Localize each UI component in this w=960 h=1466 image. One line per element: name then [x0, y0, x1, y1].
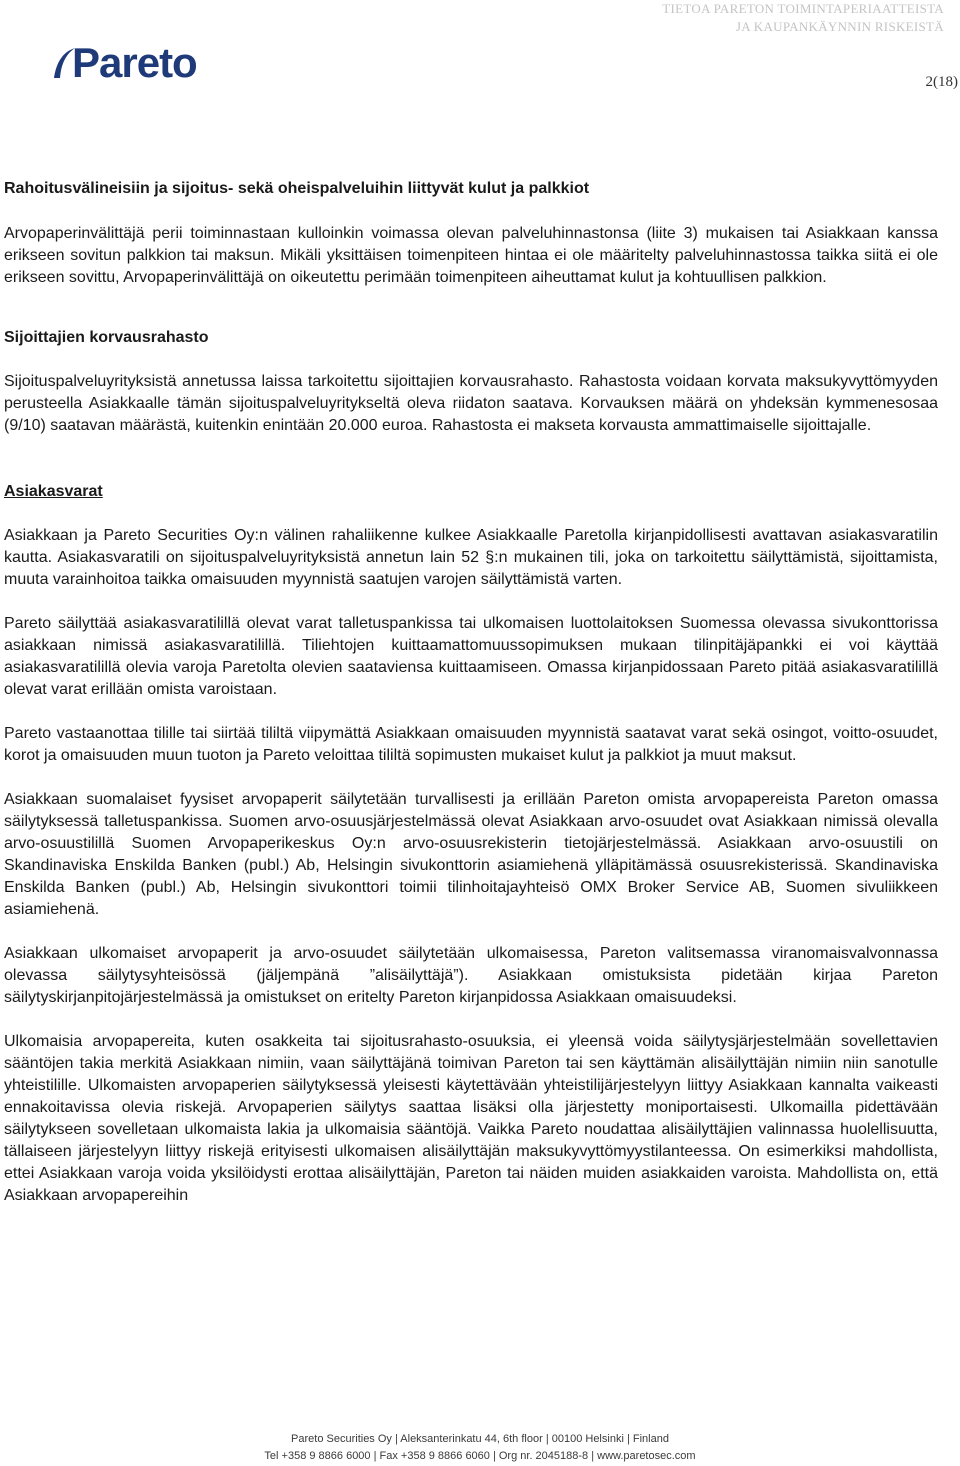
- paragraph-compensation-fund: Sijoituspalveluyrityksistä annetussa laissa tarkoitettu sijoittajien korvausrahasto. Rahastosta voidaan korvata maksukyvyttömyyden perusteella Asiakkaalle tämän sijoituspalveluyritykseltä oleva riidaton saatava. Korvauksen määrä on yhdeksän kymmenesosaa (9/10) saatavan määrästä, kuitenkin enintään 20.000 euroa. Rahastosta ei makseta korvausta ammattimaiselle sijoittajalle.: [4, 373, 938, 434]
- paragraph-transfers: Pareto vastaanottaa tilille tai siirtää tililtä viipymättä Asiakkaan omaisuuden myynnistä saatavat varat sekä osingot, voitto-osuudet, korot ja omaisuuden muun tuoton ja Pareto veloittaa tililtä sopimusten mukaiset kulut ja palkkiot ja muut maksut.: [4, 725, 938, 764]
- page-number: 2(18): [925, 74, 958, 90]
- document-header: [662, 0, 944, 36]
- header-title-line-2: JA KAUPANKÄYNNIN RISKEISTÄ: [735, 19, 944, 34]
- header-title-line-1: TIETOA PARETON TOIMINTAPERIAATTEISTA: [662, 1, 944, 16]
- footer-address: Pareto Securities Oy | Aleksanterinkatu 44, 6th floor | 00100 Helsinki | Finland: [291, 1433, 669, 1445]
- pareto-logo: [50, 38, 197, 88]
- document-footer: [0, 1431, 960, 1465]
- document-body: [4, 178, 938, 1207]
- paragraph-domestic-securities: Asiakkaan suomalaiset fyysiset arvopaperit säilytetään turvallisesti ja erillään Pareton omista arvopapereista Pareton omassa säilytyksessä talletuspankissa. Suomen arvo-osuusjärjestelmässä olevat Asiakkaan arvo-osuudet ovat Asiakkaan nimissä olevalla arvo-osuustilillä Suomen Arvopaperikeskus Oy:n arvo-osuusrekisterin tietojärjestelmässä. Asiakkaan arvo-osuustili on Skandinaviska Enskilda Banken (publ.) Ab, Helsingin sivukonttorin asiamiehenä ylläpitämässä osuusrekisterissä. Skandinaviska Enskilda Banken (publ.) Ab, Helsingin sivukonttori toimii tilinhoitajayhteisö OMX Broker Service AB, Suomen sivuliikkeen asiamiehenä.: [4, 791, 938, 918]
- paragraph-foreign-securities: Asiakkaan ulkomaiset arvopaperit ja arvo-osuudet säilytetään ulkomaisessa, Pareton valitsemassa viranomaisvalvonnassa olevassa säilytysyhteisössä (jäljempänä ”alisäilyttäjä”). Asiakkaan omistuksista pidetään kirjaa Pareton säilytyskirjanpitojärjestelmässä ja omistukset on eritelty Pareton kirjanpidossa Asiakkaan omaisuudeksi.: [4, 945, 938, 1006]
- heading-investor-compensation-fund: Sijoittajien korvausrahasto: [4, 329, 209, 346]
- heading-client-assets: Asiakasvarat: [4, 483, 103, 500]
- paragraph-client-account: Asiakkaan ja Pareto Securities Oy:n välinen rahaliikenne kulkee Asiakkaalle Paretolla kirjanpidollisesti avattavan asiakasvaratilin kautta. Asiakasvaratili on sijoituspalveluyrityksistä annetun lain 52 §:n mukainen tili, joka on tarkoitettu säilyttämistä, sijoittamista, muuta varainhoitoa taikka omaisuuden myynnistä saatujen varojen säilyttämistä varten.: [4, 527, 938, 588]
- logo-text: Pareto: [72, 39, 197, 86]
- heading-fees: Rahoitusvälineisiin ja sijoitus- sekä oheispalveluihin liittyvät kulut ja palkkiot: [4, 180, 590, 197]
- paragraph-fees: Arvopaperinvälittäjä perii toiminnastaan kulloinkin voimassa olevan palveluhinnastonsa (liite 3) mukaisen tai Asiakkaan kanssa erikseen sovitun palkkion tai maksun. Mikäli yksittäisen toimenpiteen hintaa ei ole määritelty palveluhinnastossa taikka siitä ei ole erikseen sovittu, Arvopaperinvälittäjä on oikeutettu perimään toimenpiteen aiheuttamat kulut ja kohtuullisen palkkion.: [4, 225, 938, 286]
- paragraph-deposit-bank: Pareto säilyttää asiakasvaratilillä olevat varat talletuspankissa tai ulkomaisen luottolaitoksen Suomessa olevassa sivukonttorissa asiakkaan nimissä asiakasvaratilillä. Tiliehtojen kuittaamattomuussopimuksen mukaan tilinpitäjäpankki ei voi käyttää asiakasvaratilillä olevia varoja Paretolta olevien saataviensa kuittaamiseen. Omassa kirjanpidossaan Pareto pitää asiakasvaratilillä olevat varat erillään omista varoistaan.: [4, 615, 938, 698]
- footer-contact: Tel +358 9 8866 6000 | Fax +358 9 8866 6060 | Org nr. 2045188-8 | www.paretosec.com: [264, 1450, 696, 1462]
- paragraph-nominee-accounts: Ulkomaisia arvopapereita, kuten osakkeita tai sijoitusrahasto-osuuksia, ei yleensä voida säilytysjärjestelmään sovellettavien sääntöjen takia merkitä Asiakkaan nimiin, vaan säilyttäjänä toimivan Pareton tai sen käyttämän alisäilyttäjän nimiin niin sanotulle yhteistilille. Ulkomaisten arvopaperien säilytyksessä yleisesti käytettävään yhteistilijärjestelyyn liittyy Asiakkaan kannalta vaikeasti ennakoitavissa olevia riskejä. Arvopaperien säilytys saattaa lisäksi olla järjestetty moniportaisesti. Ulkomailla pidettävään säilytykseen sovelletaan ulkomaista lakia ja ulkomaisia sääntöjä. Vaikka Pareto noudattaa alisäilyttäjien valinnassa huolellisuutta, tällaiseen järjestelyyn liittyy riskejä erityisesti ulkomaisen alisäilyttäjän maksukyvyttömyystilanteessa. On esimerkiksi mahdollista, ettei Asiakkaan varoja voida yksilöidysti erottaa alisäilyttäjän, Pareton tai näiden muiden asiakkaiden varoista. Mahdollista on, että Asiakkaan arvopapereihin: [4, 1033, 938, 1204]
